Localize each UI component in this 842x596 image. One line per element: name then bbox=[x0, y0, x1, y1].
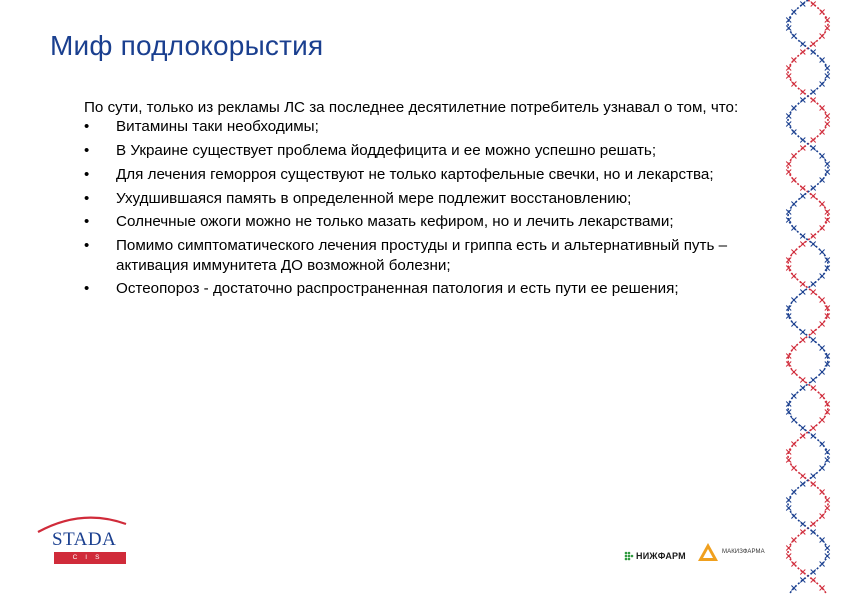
dna-tick bbox=[820, 370, 825, 375]
dna-tick bbox=[791, 418, 796, 423]
bullet-text: Остеопороз - достаточно распространенная патология и есть пути ее решения; bbox=[116, 280, 679, 298]
dna-tick bbox=[800, 146, 805, 151]
dna-tick bbox=[820, 298, 825, 303]
dna-tick bbox=[811, 90, 816, 95]
dna-tick bbox=[800, 570, 805, 575]
dna-tick bbox=[791, 346, 796, 351]
dna-tick bbox=[820, 106, 825, 111]
nizhpharm-name: НИЖФАРМ bbox=[636, 551, 686, 561]
dna-tick bbox=[811, 522, 816, 527]
dna-tick bbox=[811, 578, 816, 583]
bullet-text: Для лечения геморроя существуют не только картофельные свечки, но и лекарства; bbox=[116, 165, 714, 183]
dna-tick bbox=[800, 234, 805, 239]
dna-tick bbox=[791, 82, 796, 87]
dna-tick bbox=[786, 162, 791, 167]
bullet-list bbox=[84, 117, 784, 298]
dna-tick bbox=[791, 514, 796, 519]
dna-tick bbox=[800, 522, 805, 527]
dna-tick bbox=[825, 498, 830, 503]
bullet-icon: • bbox=[84, 142, 90, 160]
dna-tick bbox=[791, 298, 796, 303]
dna-tick bbox=[811, 98, 816, 103]
nizhpharm-dots-icon bbox=[624, 551, 634, 561]
bullet-text: Ухудшившаяся память в определенной мере подлежит восстановлению; bbox=[116, 189, 632, 207]
dna-tick bbox=[800, 330, 805, 335]
bullet-icon: • bbox=[84, 118, 90, 136]
dna-tick bbox=[791, 490, 796, 495]
dna-tick bbox=[820, 202, 825, 207]
dna-tick bbox=[791, 106, 796, 111]
dna-tick bbox=[791, 202, 796, 207]
dna-tick bbox=[800, 578, 805, 583]
dna-tick bbox=[811, 138, 816, 143]
dna-tick bbox=[791, 10, 796, 15]
dna-tick bbox=[791, 394, 796, 399]
dna-tick bbox=[820, 58, 825, 63]
dna-tick bbox=[786, 114, 791, 119]
dna-tick bbox=[791, 562, 796, 567]
dna-tick bbox=[825, 66, 830, 71]
makiz-name: МАКИЗФАРМА bbox=[722, 549, 765, 555]
makiz-triangle-icon bbox=[697, 542, 719, 562]
dna-tick bbox=[820, 442, 825, 447]
list-item bbox=[84, 189, 784, 208]
dna-tick bbox=[800, 50, 805, 55]
list-item bbox=[84, 141, 784, 160]
dna-helix-decoration bbox=[772, 0, 842, 596]
dna-tick bbox=[820, 34, 825, 39]
dna-tick bbox=[800, 2, 805, 7]
dna-tick bbox=[800, 482, 805, 487]
dna-tick bbox=[786, 66, 791, 71]
dna-tick bbox=[791, 178, 796, 183]
dna-tick bbox=[811, 194, 816, 199]
dna-tick bbox=[800, 138, 805, 143]
dna-tick bbox=[811, 338, 816, 343]
dna-tick bbox=[820, 490, 825, 495]
bullet-icon: • bbox=[84, 189, 90, 207]
dna-tick bbox=[786, 506, 791, 511]
dna-tick bbox=[811, 434, 816, 439]
dna-tick bbox=[800, 282, 805, 287]
dna-tick bbox=[791, 466, 796, 471]
dna-tick bbox=[820, 274, 825, 279]
bullet-icon: • bbox=[84, 165, 90, 183]
dna-tick bbox=[786, 498, 791, 503]
dna-tick bbox=[811, 186, 816, 191]
dna-tick bbox=[800, 434, 805, 439]
dna-tick bbox=[811, 42, 816, 47]
dna-strand bbox=[788, 0, 828, 594]
dna-tick bbox=[820, 346, 825, 351]
list-item bbox=[84, 212, 784, 231]
dna-tick bbox=[820, 466, 825, 471]
dna-tick bbox=[791, 274, 796, 279]
dna-tick bbox=[791, 322, 796, 327]
list-item bbox=[84, 279, 784, 298]
dna-tick bbox=[800, 194, 805, 199]
dna-tick bbox=[791, 586, 796, 591]
dna-tick bbox=[811, 570, 816, 575]
bullet-text: В Украине существует проблема йоддефицита и ее можно успешно решать; bbox=[116, 142, 657, 160]
dna-tick bbox=[800, 90, 805, 95]
dna-tick bbox=[820, 154, 825, 159]
dna-tick bbox=[791, 538, 796, 543]
dna-tick bbox=[811, 2, 816, 7]
dna-tick bbox=[820, 394, 825, 399]
stada-name: STADA bbox=[52, 529, 117, 550]
dna-tick bbox=[800, 386, 805, 391]
dna-tick bbox=[820, 130, 825, 135]
dna-tick bbox=[811, 146, 816, 151]
dna-tick bbox=[811, 290, 816, 295]
dna-tick bbox=[811, 482, 816, 487]
dna-tick bbox=[820, 226, 825, 231]
dna-tick bbox=[811, 426, 816, 431]
dna-tick bbox=[820, 538, 825, 543]
dna-tick bbox=[800, 242, 805, 247]
dna-tick bbox=[811, 282, 816, 287]
bullet-icon: • bbox=[84, 280, 90, 298]
dna-tick bbox=[786, 74, 791, 79]
dna-tick bbox=[825, 122, 830, 127]
bullet-text: Витамины таки необходимы; bbox=[116, 118, 319, 136]
dna-tick bbox=[825, 114, 830, 119]
bullet-text: Солнечные ожоги можно не только мазать кефиром, но и лечить лекарствами; bbox=[116, 213, 674, 231]
dna-tick bbox=[811, 386, 816, 391]
dna-tick bbox=[811, 234, 816, 239]
bullet-icon: • bbox=[84, 213, 90, 231]
dna-tick bbox=[800, 474, 805, 479]
stada-sub-bar: CIS bbox=[54, 552, 126, 564]
dna-tick bbox=[820, 418, 825, 423]
dna-tick bbox=[791, 226, 796, 231]
dna-tick bbox=[820, 82, 825, 87]
dna-strand bbox=[788, 0, 828, 594]
dna-tick bbox=[800, 426, 805, 431]
dna-tick bbox=[820, 514, 825, 519]
dna-tick bbox=[825, 546, 830, 551]
list-item bbox=[84, 236, 784, 275]
dna-tick bbox=[791, 154, 796, 159]
dna-tick bbox=[825, 162, 830, 167]
dna-tick bbox=[811, 530, 816, 535]
dna-tick bbox=[811, 50, 816, 55]
dna-tick bbox=[800, 530, 805, 535]
makiz-logo bbox=[697, 542, 765, 562]
stada-logo bbox=[36, 512, 128, 572]
dna-tick bbox=[820, 562, 825, 567]
dna-tick bbox=[800, 42, 805, 47]
slide-content bbox=[84, 98, 784, 303]
dna-tick bbox=[800, 290, 805, 295]
bullet-icon: • bbox=[84, 237, 90, 255]
nizhpharm-logo bbox=[624, 549, 686, 563]
slide-title: Миф подлокорыстия bbox=[50, 30, 324, 61]
dna-tick bbox=[800, 338, 805, 343]
dna-tick bbox=[820, 586, 825, 591]
dna-tick bbox=[786, 170, 791, 175]
dna-tick bbox=[825, 506, 830, 511]
dna-tick bbox=[811, 330, 816, 335]
dna-tick bbox=[820, 322, 825, 327]
dna-tick bbox=[791, 250, 796, 255]
dna-tick bbox=[825, 170, 830, 175]
dna-tick bbox=[786, 546, 791, 551]
list-item bbox=[84, 117, 784, 136]
dna-strands bbox=[786, 0, 830, 594]
dna-tick bbox=[825, 74, 830, 79]
dna-tick bbox=[820, 250, 825, 255]
dna-tick bbox=[820, 10, 825, 15]
dna-tick bbox=[811, 242, 816, 247]
dna-tick bbox=[820, 178, 825, 183]
dna-tick bbox=[791, 58, 796, 63]
intro-text: По сути, только из рекламы ЛС за последнее десятилетние потребитель узнавал о том, что: bbox=[84, 99, 739, 116]
dna-tick bbox=[786, 122, 791, 127]
dna-tick bbox=[791, 442, 796, 447]
dna-tick bbox=[800, 378, 805, 383]
dna-tick bbox=[800, 186, 805, 191]
dna-tick bbox=[791, 130, 796, 135]
dna-tick bbox=[800, 98, 805, 103]
dna-tick bbox=[791, 34, 796, 39]
dna-tick bbox=[811, 378, 816, 383]
dna-tick bbox=[825, 554, 830, 559]
dna-tick bbox=[791, 370, 796, 375]
dna-tick bbox=[786, 554, 791, 559]
bullet-text: Помимо симптоматического лечения простуды и гриппа есть и альтернативный путь – активация иммунитета ДО возможной болезни; bbox=[116, 237, 728, 274]
list-item bbox=[84, 165, 784, 184]
dna-tick bbox=[811, 474, 816, 479]
